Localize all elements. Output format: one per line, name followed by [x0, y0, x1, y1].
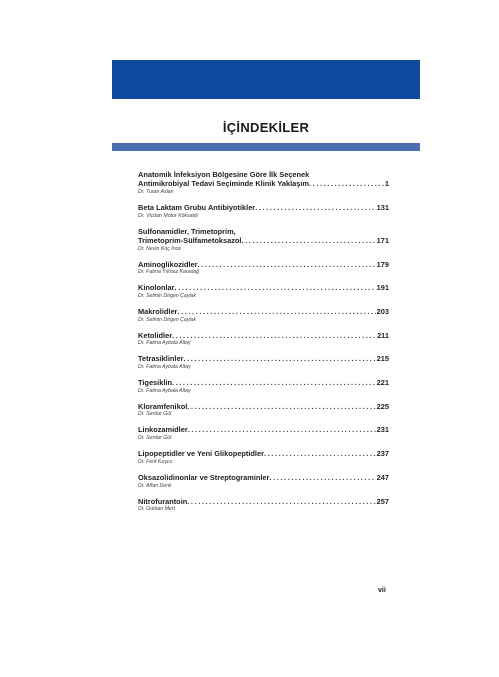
toc-entry-page: 203 [376, 306, 389, 316]
toc-entry-title: Tetrasiklinler [138, 354, 184, 364]
toc-entry[interactable] [138, 497, 389, 514]
dot-leader [175, 283, 376, 292]
toc-entry-title: Anatomik İnfeksiyon Bölgesine Göre İlk Seçenek [138, 170, 310, 179]
toc-entry-author: Dr. Serdar Gül [138, 435, 172, 442]
toc-entry-page: 257 [376, 496, 389, 506]
toc-entry-line [138, 497, 389, 506]
toc-entry[interactable] [138, 260, 389, 277]
toc-entry[interactable] [138, 331, 389, 348]
dot-leader [309, 179, 384, 188]
toc-entry[interactable] [138, 402, 389, 419]
dot-leader [269, 473, 375, 482]
toc-entry-line [138, 473, 389, 482]
toc-entry-page: 247 [376, 472, 389, 482]
dot-leader [198, 260, 376, 269]
toc-entry[interactable] [138, 354, 389, 371]
toc-entry[interactable] [138, 449, 389, 466]
dot-leader [255, 203, 375, 212]
toc-entry-line [138, 331, 389, 340]
book-page [112, 60, 420, 612]
toc-entry-title: Nitrofurantoin [138, 496, 188, 506]
toc-entry[interactable] [138, 378, 389, 395]
toc-entry[interactable] [138, 283, 389, 300]
toc-entry-author: Dr. Nevin Koç İnce [138, 245, 182, 252]
toc-entry-page: 225 [376, 401, 389, 411]
toc-entry-page: 215 [376, 354, 389, 364]
dot-leader [264, 449, 376, 458]
dot-leader [172, 331, 376, 340]
toc-entry-line [138, 307, 389, 316]
toc-entry-author: Dr. Affan Denk [138, 482, 172, 489]
dot-leader [188, 425, 376, 434]
toc-entry-title: Makrolidler [138, 306, 178, 316]
toc-entry-page: 237 [376, 449, 389, 459]
toc-entry-title: Oksazolidinonlar ve Streptograminler [138, 472, 270, 482]
toc-entry[interactable] [138, 425, 389, 442]
toc-entry-title: Ketolidler [138, 330, 173, 340]
toc-entry-title: Tigesiklin [138, 378, 172, 388]
toc-entry-line [138, 203, 389, 212]
toc-entry-line [138, 354, 389, 363]
toc-entry-title: Beta Laktam Grubu Antibiyotikler [138, 202, 256, 212]
toc-entry-title: Lipopeptidler ve Yeni Glikopeptidler [138, 449, 264, 459]
toc-entry-page: 211 [377, 330, 389, 340]
table-of-contents [138, 170, 389, 520]
toc-entry-line [138, 236, 389, 245]
dot-leader [177, 307, 375, 316]
toc-entry-title: Antimikrobiyal Tedavi Seçiminde Klinik Yaklaşım [138, 179, 310, 189]
toc-entry-author: Dr. Vicdan Motor Köksaldı [138, 212, 198, 219]
toc-entry-page: 171 [376, 235, 389, 245]
toc-entry-title: Sulfonamidler, Trimetoprim, [138, 226, 236, 236]
toc-entry-author: Dr. Fatma Yılmaz Karadağ [138, 269, 200, 276]
toc-entry-author: Dr. Turan Aslan [138, 188, 174, 195]
toc-entry-author: Dr. Ferit Kuşcu [138, 458, 173, 465]
toc-entry[interactable] [138, 307, 389, 324]
toc-entry-title: Trimetoprim-Sülfametoksazol [138, 235, 242, 245]
title-rule [112, 143, 420, 151]
toc-entry-line [138, 260, 389, 269]
toc-entry-title: Linkozamidler [138, 425, 188, 435]
dot-leader [187, 497, 375, 506]
toc-entry-line [138, 283, 389, 292]
toc-entry-line [138, 425, 389, 434]
dot-leader [242, 236, 376, 245]
toc-entry-author: Dr. Selmin Dirgen Çaylak [138, 316, 197, 323]
toc-entry-author: Dr. Fatma Aybala Altay [138, 340, 191, 347]
header-band [112, 60, 420, 99]
toc-entry-author: Dr. Gürkan Mert [138, 506, 175, 513]
toc-entry-line [138, 378, 389, 387]
toc-entry-author: Dr. Fatma Aybala Altay [138, 387, 191, 394]
toc-entry[interactable] [138, 473, 389, 490]
toc-entry-page: 179 [376, 259, 389, 269]
toc-entry[interactable] [138, 170, 389, 196]
toc-entry-page: 231 [376, 425, 389, 435]
toc-entry-line [138, 179, 389, 188]
toc-entry-page: 1 [384, 179, 389, 189]
toc-entry-page: 131 [376, 202, 389, 212]
dot-leader [187, 402, 375, 411]
toc-entry-line [138, 449, 389, 458]
toc-entry-page: 191 [376, 283, 389, 293]
toc-entry-author: Dr. Fatma Aybala Altay [138, 364, 191, 371]
toc-entry-author: Dr. Serdar Gül [138, 411, 172, 418]
toc-entry-page: 221 [376, 378, 389, 388]
toc-entry[interactable] [138, 203, 389, 220]
dot-leader [183, 354, 375, 363]
toc-entry-title: Kinolonlar [138, 283, 175, 293]
toc-entry-title: Aminoglikozidler [138, 259, 198, 269]
toc-entry-line [138, 402, 389, 411]
page-title: İÇİNDEKİLER [222, 120, 310, 135]
toc-entry-title: Kloramfenikol [138, 401, 188, 411]
toc-entry[interactable] [138, 227, 389, 253]
page-number: vii [378, 587, 386, 594]
dot-leader [172, 378, 376, 387]
toc-entry-author: Dr. Selmin Dirgen Çaylak [138, 292, 197, 299]
